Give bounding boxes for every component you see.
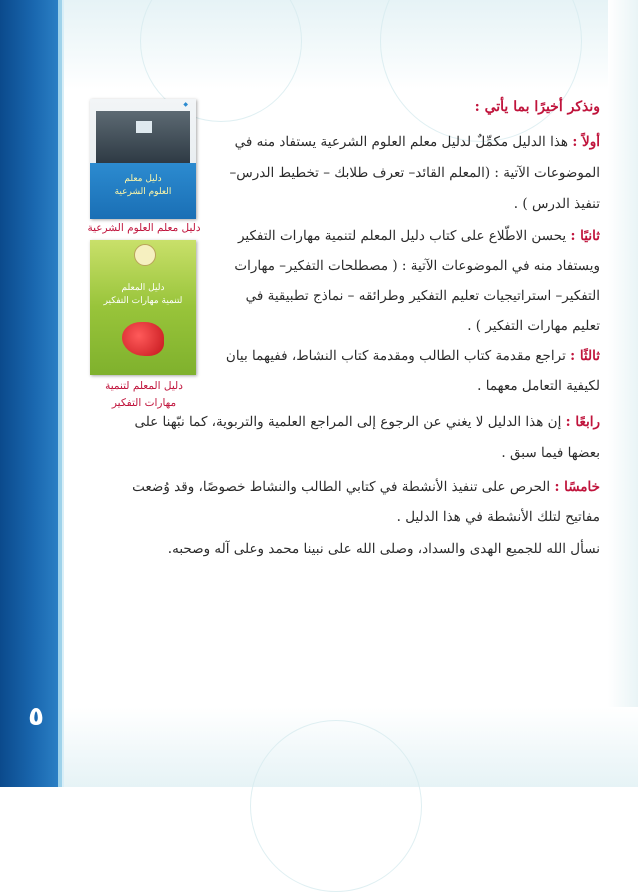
page-sidebar <box>0 0 58 787</box>
book-caption-line: مهارات التفكير <box>111 397 177 409</box>
item-lead: خامسًا : <box>554 479 600 495</box>
item-line: مفاتيح لتلك الأنشطة في هذا الدليل . <box>396 509 600 525</box>
item-line: لكيفية التعامل معهما . <box>477 378 600 394</box>
book-cover-thinking-skills <box>90 240 196 375</box>
item-text: إن هذا الدليل لا يغني عن الرجوع إلى المراجع العلمية والتربوية، كما نبّهنا على <box>134 414 562 430</box>
item-lead: رابعًا : <box>565 414 600 430</box>
item-line <box>235 132 600 152</box>
book-cover-title-line: دليل معلم <box>124 174 162 184</box>
book-cover-title-line: دليل المعلم <box>121 283 165 293</box>
red-ribbon-graphic <box>122 322 164 356</box>
background-right <box>608 0 638 787</box>
item-line <box>132 477 600 497</box>
ornament-pattern <box>250 720 422 892</box>
book-caption-line: دليل المعلم لتنمية <box>105 380 183 392</box>
section-heading: ونذكر أخيرًا بما يأتي : <box>474 99 600 115</box>
sidebar-stripe <box>62 0 64 787</box>
item-line <box>134 412 600 432</box>
item-text: تراجع مقدمة كتاب الطالب ومقدمة كتاب النشاط، ففيهما بيان <box>225 348 566 364</box>
book-caption: دليل معلم العلوم الشرعية <box>87 222 201 234</box>
book-cover-title-line: لتنمية مهارات التفكير <box>103 296 183 306</box>
classroom-photo <box>96 111 190 163</box>
item-line: الموضوعات الآتية : (المعلم القائد– تعرف طلابك – تخطيط الدرس– <box>229 165 600 181</box>
item-line <box>226 346 600 366</box>
book-cover-title-line: العلوم الشرعية <box>114 187 172 197</box>
page-number: ٥ <box>28 702 44 732</box>
item-lead: ثانيًا : <box>570 228 600 244</box>
book-cover-title <box>90 282 196 308</box>
item-line: تعليم مهارات التفكير ) . <box>467 318 600 334</box>
book-caption <box>82 378 206 412</box>
item-lead: ثالثًا : <box>570 348 600 364</box>
item-line: التفكير– استراتيجيات تعليم التفكير وطرائقه – نماذج تطبيقية في <box>245 288 600 304</box>
item-text: هذا الدليل مكمِّلٌ لدليل معلم العلوم الشرعية يستفاد منه في <box>234 134 569 150</box>
item-line: تنفيذ الدرس ) . <box>513 196 600 212</box>
book-cover-title <box>90 173 196 199</box>
ornament-pattern <box>380 0 582 142</box>
item-text: يحسن الاطّلاع على كتاب دليل المعلم لتنمية مهارات التفكير <box>237 228 567 244</box>
ministry-logo-icon: ◆ <box>183 101 188 108</box>
item-line <box>238 226 600 246</box>
item-line: بعضها فيما سبق . <box>501 445 600 461</box>
closing-line: نسأل الله للجميع الهدى والسداد، وصلى الله على نبينا محمد وعلى آله وصحبه. <box>167 541 600 557</box>
item-lead: أولاً : <box>572 134 600 150</box>
book-cover-religious-sciences <box>90 99 196 219</box>
emblem-icon <box>134 244 156 266</box>
item-text: الحرص على تنفيذ الأنشطة في كتابي الطالب والنشاط خصوصًا، وقد وُضعت <box>132 479 551 495</box>
item-line: ويستفاد منه في الموضوعات الآتية : ( مصطلحات التفكير– مهارات <box>234 258 600 274</box>
